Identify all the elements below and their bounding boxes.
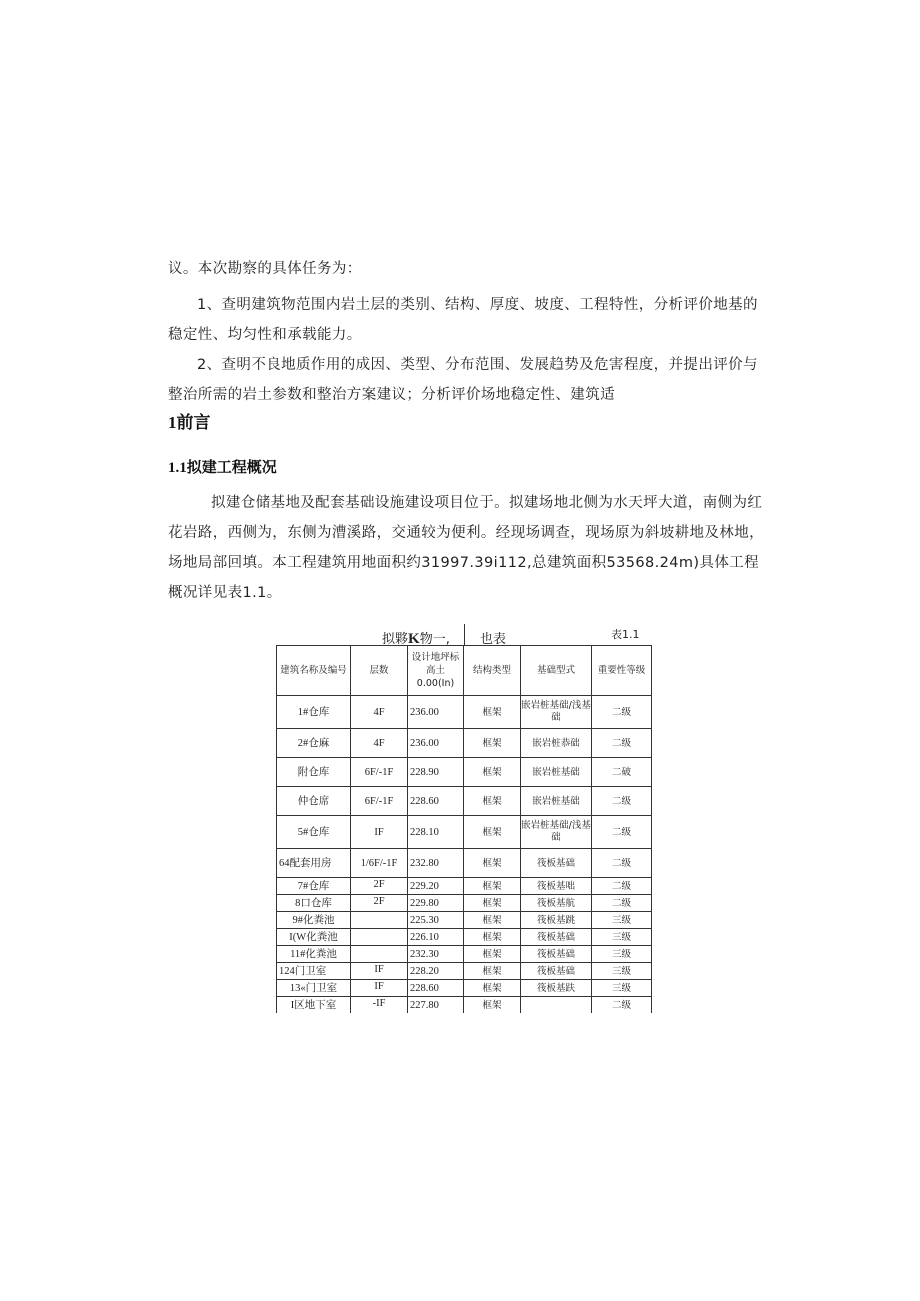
cell-elevation: 228.60 — [408, 787, 464, 816]
cell-foundation: 筏板基咄 — [521, 878, 592, 895]
table-row — [277, 729, 652, 758]
table-row — [277, 929, 652, 946]
cell-importance: 三级 — [592, 963, 652, 980]
cell-floors — [351, 946, 408, 963]
cell-name: 11#化粪池 — [277, 946, 351, 963]
cell-elevation: 228.20 — [408, 963, 464, 980]
cell-structure: 框架 — [464, 895, 521, 912]
cell-floors: IF — [351, 963, 408, 980]
header-importance: 重要性等级 — [592, 646, 652, 696]
cell-foundation: 筏板基础 — [521, 963, 592, 980]
cell-elevation: 232.80 — [408, 849, 464, 878]
section-heading-1 — [168, 408, 211, 433]
cell-foundation: 筏板基础 — [521, 929, 592, 946]
subsection-title: 拟建工程概况 — [186, 458, 277, 476]
cell-floors: 1/6F/-1F — [351, 849, 408, 878]
table-row — [277, 895, 652, 912]
cell-elevation: 236.00 — [408, 729, 464, 758]
cell-floors — [351, 929, 408, 946]
cell-importance: 二级 — [592, 895, 652, 912]
cell-structure: 框架 — [464, 849, 521, 878]
cell-elevation: 226.10 — [408, 929, 464, 946]
cell-name: 124门卫室 — [277, 963, 351, 980]
cell-importance: 二级 — [592, 878, 652, 895]
cell-importance: 三级 — [592, 980, 652, 997]
cell-name: I(W化粪池 — [277, 929, 351, 946]
cell-floors: 6F/-1F — [351, 787, 408, 816]
table-row — [277, 912, 652, 929]
section-title: 前言 — [176, 413, 211, 433]
cell-importance: 二级 — [592, 729, 652, 758]
task-item-1: 1、查明建筑物范围内岩土层的类别、结构、厚度、坡度、工程特性，分析评价地基的稳定性、均匀性和承载能力。 — [168, 297, 758, 343]
cell-structure: 框架 — [464, 696, 521, 729]
cell-elevation: 228.60 — [408, 980, 464, 997]
cell-floors: 2F — [351, 878, 408, 895]
cell-importance: 二级 — [592, 816, 652, 849]
cell-floors: IF — [351, 980, 408, 997]
cell-name: 13«门卫室 — [277, 980, 351, 997]
cell-elevation: 228.90 — [408, 758, 464, 787]
section-heading-1-1 — [168, 456, 277, 477]
caption-suffix: 物一, — [419, 632, 450, 647]
cell-name: 64配套用房 — [277, 849, 351, 878]
table-row — [277, 816, 652, 849]
table-row — [277, 980, 652, 997]
cell-name: 5#仓库 — [277, 816, 351, 849]
table-row — [277, 878, 652, 895]
cell-name: 8口仓库 — [277, 895, 351, 912]
cell-importance: 二级 — [592, 849, 652, 878]
cell-foundation: 筏板基础 — [521, 849, 592, 878]
cell-elevation: 228.10 — [408, 816, 464, 849]
header-elevation: 设计地坪标高土0.00(In) — [408, 646, 464, 696]
cell-importance: 三级 — [592, 929, 652, 946]
cell-foundation: 嵌岩桩基础/浅基础 — [521, 696, 592, 729]
caption-bold: K — [408, 631, 420, 647]
cell-importance: 二级 — [592, 696, 652, 729]
cell-structure: 框架 — [464, 980, 521, 997]
table-row — [277, 758, 652, 787]
section-number: 1 — [168, 413, 177, 432]
cell-structure: 框架 — [464, 912, 521, 929]
cell-structure: 框架 — [464, 729, 521, 758]
overview-paragraph: 拟建仓储基地及配套基础设施建设项目位于。拟建场地北侧为水天坪大道，南侧为红花岩路，西侧为，东侧为漕溪路，交通较为便利。经现场调查，现场原为斜坡耕地及林地，场地局部回填。本工程建筑用地面积约31997.39i112,总建筑面积53568.24m)具体工程概况详见表1.1。 — [168, 495, 764, 601]
project-overview-table — [276, 645, 652, 1013]
cell-foundation: 筏板基础 — [521, 946, 592, 963]
cell-elevation: 229.20 — [408, 878, 464, 895]
cell-importance: 三级 — [592, 946, 652, 963]
cell-foundation: 嵌岩桩基础/浅基础 — [521, 816, 592, 849]
cell-elevation: 227.80 — [408, 997, 464, 1014]
table-number: 表1.1 — [611, 628, 640, 641]
cell-name: 附仓库 — [277, 758, 351, 787]
cell-floors: 2F — [351, 895, 408, 912]
cell-structure: 框架 — [464, 946, 521, 963]
cell-structure: 框架 — [464, 878, 521, 895]
cell-name: 仲仓席 — [277, 787, 351, 816]
table-row — [277, 946, 652, 963]
cell-importance: 三级 — [592, 912, 652, 929]
cell-structure: 框架 — [464, 963, 521, 980]
header-floors: 层数 — [351, 646, 408, 696]
cell-foundation: 嵌岩桩恭础 — [521, 729, 592, 758]
cell-foundation: 筏板基趺 — [521, 980, 592, 997]
caption-divider — [464, 624, 465, 646]
cell-floors: 6F/-1F — [351, 758, 408, 787]
cell-foundation — [521, 997, 592, 1014]
cell-foundation: 筏板基跳 — [521, 912, 592, 929]
header-structure: 结构类型 — [464, 646, 521, 696]
subsection-number: 1.1 — [168, 460, 187, 476]
cell-floors: -IF — [351, 997, 408, 1014]
project-table-block — [276, 624, 651, 1024]
cell-name: 9#化粪池 — [277, 912, 351, 929]
cell-floors: IF — [351, 816, 408, 849]
table-row — [277, 787, 652, 816]
table-row — [277, 997, 652, 1014]
intro-line: 议。本次勘察的具体任务为： — [168, 261, 362, 277]
cell-importance: 二级 — [592, 997, 652, 1014]
cell-importance: 二级 — [592, 787, 652, 816]
cell-structure: 框架 — [464, 787, 521, 816]
cell-structure: 框架 — [464, 929, 521, 946]
header-foundation: 基础型式 — [521, 646, 592, 696]
header-name: 建筑名称及编号 — [277, 646, 351, 696]
cell-name: I区地下室 — [277, 997, 351, 1014]
table-caption-tail: 也表 — [480, 632, 507, 647]
cell-name: 7#仓库 — [277, 878, 351, 895]
cell-name: 2#仓麻 — [277, 729, 351, 758]
cell-foundation: 嵌岩桩基础 — [521, 758, 592, 787]
cell-structure: 框架 — [464, 816, 521, 849]
cell-foundation: 筏板基航 — [521, 895, 592, 912]
cell-floors — [351, 912, 408, 929]
cell-structure: 框架 — [464, 758, 521, 787]
cell-floors: 4F — [351, 696, 408, 729]
cell-elevation: 225.30 — [408, 912, 464, 929]
caption-prefix: 拟夥 — [382, 632, 409, 647]
table-row — [277, 696, 652, 729]
cell-importance: 二破 — [592, 758, 652, 787]
task-item-2: 2、查明不良地质作用的成因、类型、分布范围、发展趋势及危害程度，并提出评价与整治所需的岩土参数和整治方案建议；分析评价场地稳定性、建筑适 — [168, 357, 758, 403]
cell-elevation: 236.00 — [408, 696, 464, 729]
table-header-row — [277, 646, 652, 696]
table-row — [277, 849, 652, 878]
cell-structure: 框架 — [464, 997, 521, 1014]
cell-name: 1#仓库 — [277, 696, 351, 729]
cell-elevation: 229.80 — [408, 895, 464, 912]
cell-foundation: 嵌岩桩基础 — [521, 787, 592, 816]
cell-floors: 4F — [351, 729, 408, 758]
table-row — [277, 963, 652, 980]
cell-elevation: 232.30 — [408, 946, 464, 963]
